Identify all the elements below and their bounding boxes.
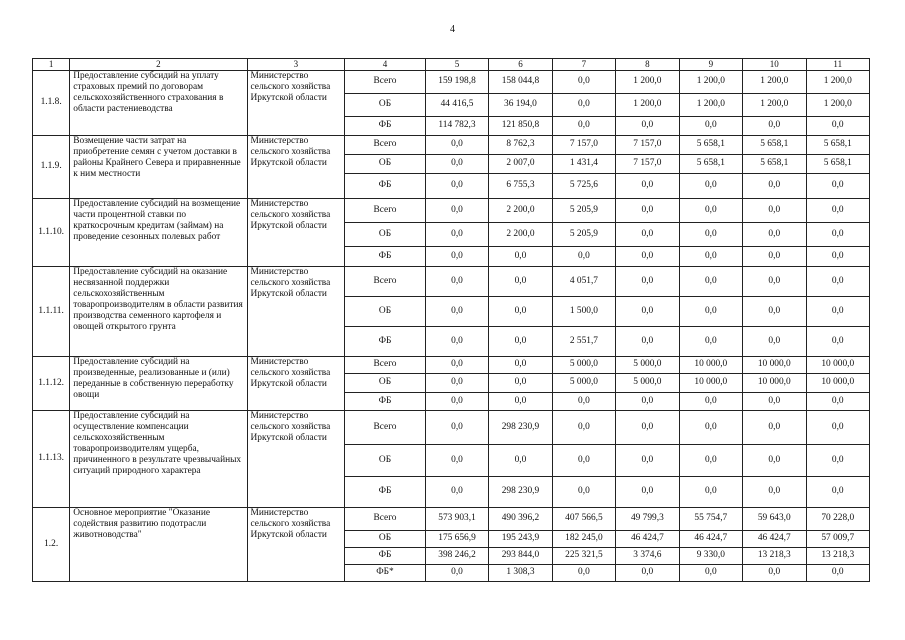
col-header: 11 xyxy=(806,59,870,71)
value-cell: 4 051,7 xyxy=(552,266,615,296)
value-cell: 0,0 xyxy=(552,70,615,93)
value-cell: 10 000,0 xyxy=(679,356,742,373)
funding-source: ОБ xyxy=(345,373,426,392)
funding-source: ФБ xyxy=(345,116,426,135)
value-cell: 0,0 xyxy=(489,356,552,373)
value-cell: 0,0 xyxy=(743,198,806,222)
value-cell: 5 658,1 xyxy=(679,154,742,173)
col-header: 4 xyxy=(345,59,426,71)
value-cell: 0,0 xyxy=(806,476,870,507)
value-cell: 0,0 xyxy=(616,116,679,135)
value-cell: 0,0 xyxy=(743,266,806,296)
value-cell: 10 000,0 xyxy=(679,373,742,392)
value-cell: 0,0 xyxy=(425,135,488,154)
value-cell: 0,0 xyxy=(743,116,806,135)
funding-source: ФБ* xyxy=(345,564,426,581)
value-cell: 182 245,0 xyxy=(552,530,615,547)
value-cell: 0,0 xyxy=(679,198,742,222)
value-cell: 0,0 xyxy=(552,444,615,476)
responsible-executor: Министерство сельского хозяйства Иркутской области xyxy=(247,410,345,507)
value-cell: 407 566,5 xyxy=(552,507,615,530)
value-cell: 0,0 xyxy=(425,198,488,222)
value-cell: 49 799,3 xyxy=(616,507,679,530)
responsible-executor: Министерство сельского хозяйства Иркутской области xyxy=(247,356,345,410)
value-cell: 5 658,1 xyxy=(806,154,870,173)
value-cell: 0,0 xyxy=(616,410,679,444)
value-cell: 298 230,9 xyxy=(489,476,552,507)
item-number: 1.1.9. xyxy=(33,135,70,198)
item-number: 1.1.13. xyxy=(33,410,70,507)
value-cell: 0,0 xyxy=(489,296,552,326)
value-cell: 6 755,3 xyxy=(489,173,552,198)
value-cell: 573 903,1 xyxy=(425,507,488,530)
responsible-executor: Министерство сельского хозяйства Иркутской области xyxy=(247,266,345,356)
value-cell: 0,0 xyxy=(616,444,679,476)
col-header: 1 xyxy=(33,59,70,71)
value-cell: 293 844,0 xyxy=(489,547,552,564)
value-cell: 121 850,8 xyxy=(489,116,552,135)
item-description: Возмещение части затрат на приобретение семян с учетом доставки в районы Крайнего Севера и приравненные к ним местности xyxy=(70,135,247,198)
value-cell: 59 643,0 xyxy=(743,507,806,530)
value-cell: 0,0 xyxy=(679,173,742,198)
value-cell: 0,0 xyxy=(489,246,552,266)
value-cell: 0,0 xyxy=(679,444,742,476)
funding-source: ФБ xyxy=(345,547,426,564)
item-description: Предоставление субсидий на осуществление компенсации сельскохозяйственным товаропроизводителям ущерба, причиненного в результате чрезвычайных ситуаций природного характера xyxy=(70,410,247,507)
value-cell: 0,0 xyxy=(425,410,488,444)
value-cell: 46 424,7 xyxy=(679,530,742,547)
value-cell: 1 431,4 xyxy=(552,154,615,173)
value-cell: 1 500,0 xyxy=(552,296,615,326)
value-cell: 13 218,3 xyxy=(743,547,806,564)
item-description: Предоставление субсидий на возмещение части процентной ставки по краткосрочным кредитам (займам) на проведение сезонных полевых работ xyxy=(70,198,247,266)
value-cell: 1 200,0 xyxy=(806,93,870,116)
item-number: 1.1.10. xyxy=(33,198,70,266)
header-row xyxy=(33,59,870,71)
value-cell: 159 198,8 xyxy=(425,70,488,93)
responsible-executor: Министерство сельского хозяйства Иркутской области xyxy=(247,135,345,198)
item-description: Предоставление субсидий на оказание несвязанной поддержки сельскохозяйственным товаропроизводителям в области развития производства семенного картофеля и овощей открытого грунта xyxy=(70,266,247,356)
funding-source: ОБ xyxy=(345,222,426,246)
col-header: 6 xyxy=(489,59,552,71)
value-cell: 0,0 xyxy=(489,392,552,410)
value-cell: 0,0 xyxy=(679,116,742,135)
value-cell: 0,0 xyxy=(616,296,679,326)
page-number: 4 xyxy=(450,24,455,35)
value-cell: 0,0 xyxy=(425,154,488,173)
value-cell: 0,0 xyxy=(743,246,806,266)
item-number: 1.2. xyxy=(33,507,70,581)
value-cell: 3 374,6 xyxy=(616,547,679,564)
value-cell: 0,0 xyxy=(806,444,870,476)
value-cell: 0,0 xyxy=(743,410,806,444)
value-cell: 0,0 xyxy=(552,116,615,135)
value-cell: 5 000,0 xyxy=(616,373,679,392)
value-cell: 0,0 xyxy=(425,564,488,581)
col-header: 2 xyxy=(70,59,247,71)
value-cell: 398 246,2 xyxy=(425,547,488,564)
value-cell: 0,0 xyxy=(806,173,870,198)
col-header: 3 xyxy=(247,59,345,71)
value-cell: 225 321,5 xyxy=(552,547,615,564)
value-cell: 0,0 xyxy=(489,444,552,476)
value-cell: 0,0 xyxy=(616,266,679,296)
value-cell: 0,0 xyxy=(679,326,742,356)
value-cell: 490 396,2 xyxy=(489,507,552,530)
value-cell: 0,0 xyxy=(616,392,679,410)
value-cell: 0,0 xyxy=(743,392,806,410)
value-cell: 1 200,0 xyxy=(679,70,742,93)
value-cell: 5 000,0 xyxy=(552,356,615,373)
value-cell: 1 200,0 xyxy=(806,70,870,93)
value-cell: 0,0 xyxy=(425,476,488,507)
value-cell: 0,0 xyxy=(425,444,488,476)
value-cell: 46 424,7 xyxy=(616,530,679,547)
responsible-executor: Министерство сельского хозяйства Иркутской области xyxy=(247,507,345,581)
value-cell: 0,0 xyxy=(425,392,488,410)
col-header: 10 xyxy=(743,59,806,71)
table-row xyxy=(33,198,870,222)
value-cell: 9 330,0 xyxy=(679,547,742,564)
value-cell: 36 194,0 xyxy=(489,93,552,116)
col-header: 7 xyxy=(552,59,615,71)
value-cell: 7 157,0 xyxy=(616,135,679,154)
value-cell: 0,0 xyxy=(806,564,870,581)
value-cell: 5 205,9 xyxy=(552,222,615,246)
value-cell: 0,0 xyxy=(743,326,806,356)
value-cell: 0,0 xyxy=(806,410,870,444)
funding-source: Всего xyxy=(345,356,426,373)
col-header: 5 xyxy=(425,59,488,71)
value-cell: 0,0 xyxy=(425,296,488,326)
value-cell: 5 205,9 xyxy=(552,198,615,222)
value-cell: 0,0 xyxy=(679,246,742,266)
value-cell: 0,0 xyxy=(552,476,615,507)
value-cell: 0,0 xyxy=(552,410,615,444)
value-cell: 8 762,3 xyxy=(489,135,552,154)
item-number: 1.1.11. xyxy=(33,266,70,356)
value-cell: 5 658,1 xyxy=(679,135,742,154)
funding-source: ОБ xyxy=(345,93,426,116)
funding-source: ФБ xyxy=(345,392,426,410)
value-cell: 0,0 xyxy=(616,222,679,246)
value-cell: 0,0 xyxy=(425,326,488,356)
value-cell: 5 658,1 xyxy=(743,154,806,173)
value-cell: 7 157,0 xyxy=(616,154,679,173)
value-cell: 5 000,0 xyxy=(616,356,679,373)
value-cell: 10 000,0 xyxy=(743,373,806,392)
value-cell: 114 782,3 xyxy=(425,116,488,135)
value-cell: 0,0 xyxy=(425,356,488,373)
value-cell: 0,0 xyxy=(679,222,742,246)
responsible-executor: Министерство сельского хозяйства Иркутской области xyxy=(247,198,345,266)
value-cell: 10 000,0 xyxy=(806,373,870,392)
funding-source: ФБ xyxy=(345,326,426,356)
funding-source: ФБ xyxy=(345,246,426,266)
value-cell: 0,0 xyxy=(679,392,742,410)
value-cell: 0,0 xyxy=(806,222,870,246)
table-row xyxy=(33,410,870,444)
value-cell: 7 157,0 xyxy=(552,135,615,154)
value-cell: 1 200,0 xyxy=(616,93,679,116)
value-cell: 2 551,7 xyxy=(552,326,615,356)
funding-source: Всего xyxy=(345,198,426,222)
funding-source: ОБ xyxy=(345,154,426,173)
budget-table xyxy=(32,58,870,582)
value-cell: 1 200,0 xyxy=(679,93,742,116)
value-cell: 0,0 xyxy=(743,296,806,326)
value-cell: 0,0 xyxy=(806,296,870,326)
value-cell: 0,0 xyxy=(425,266,488,296)
value-cell: 0,0 xyxy=(489,373,552,392)
value-cell: 0,0 xyxy=(743,564,806,581)
funding-source: Всего xyxy=(345,410,426,444)
item-description: Предоставление субсидий на произведенные, реализованные и (или) переданные в собственную переработку овощи xyxy=(70,356,247,410)
table-row xyxy=(33,356,870,373)
funding-source: ОБ xyxy=(345,530,426,547)
value-cell: 0,0 xyxy=(489,326,552,356)
value-cell: 1 308,3 xyxy=(489,564,552,581)
value-cell: 0,0 xyxy=(743,476,806,507)
value-cell: 0,0 xyxy=(552,564,615,581)
table-row xyxy=(33,507,870,530)
value-cell: 5 725,6 xyxy=(552,173,615,198)
funding-source: ФБ xyxy=(345,173,426,198)
value-cell: 13 218,3 xyxy=(806,547,870,564)
value-cell: 0,0 xyxy=(679,410,742,444)
value-cell: 0,0 xyxy=(616,326,679,356)
funding-source: Всего xyxy=(345,266,426,296)
value-cell: 0,0 xyxy=(743,444,806,476)
funding-source: Всего xyxy=(345,507,426,530)
value-cell: 0,0 xyxy=(806,266,870,296)
value-cell: 55 754,7 xyxy=(679,507,742,530)
col-header: 8 xyxy=(616,59,679,71)
value-cell: 1 200,0 xyxy=(743,93,806,116)
value-cell: 0,0 xyxy=(425,373,488,392)
value-cell: 0,0 xyxy=(425,173,488,198)
value-cell: 0,0 xyxy=(616,246,679,266)
table-row xyxy=(33,266,870,296)
value-cell: 70 228,0 xyxy=(806,507,870,530)
funding-source: Всего xyxy=(345,135,426,154)
funding-source: Всего xyxy=(345,70,426,93)
item-number: 1.1.12. xyxy=(33,356,70,410)
value-cell: 0,0 xyxy=(679,476,742,507)
responsible-executor: Министерство сельского хозяйства Иркутской области xyxy=(247,70,345,135)
value-cell: 0,0 xyxy=(552,246,615,266)
item-description: Основное мероприятие "Оказание содействия развитию подотрасли животноводства" xyxy=(70,507,247,581)
value-cell: 5 658,1 xyxy=(743,135,806,154)
value-cell: 0,0 xyxy=(552,392,615,410)
value-cell: 0,0 xyxy=(806,392,870,410)
funding-source: ОБ xyxy=(345,444,426,476)
value-cell: 0,0 xyxy=(616,173,679,198)
value-cell: 0,0 xyxy=(679,564,742,581)
value-cell: 0,0 xyxy=(425,222,488,246)
value-cell: 2 007,0 xyxy=(489,154,552,173)
value-cell: 0,0 xyxy=(489,266,552,296)
table-row xyxy=(33,70,870,93)
item-number: 1.1.8. xyxy=(33,70,70,135)
value-cell: 57 009,7 xyxy=(806,530,870,547)
value-cell: 0,0 xyxy=(806,326,870,356)
value-cell: 0,0 xyxy=(616,198,679,222)
value-cell: 0,0 xyxy=(806,246,870,266)
funding-source: ФБ xyxy=(345,476,426,507)
value-cell: 0,0 xyxy=(806,116,870,135)
value-cell: 0,0 xyxy=(679,266,742,296)
value-cell: 2 200,0 xyxy=(489,222,552,246)
value-cell: 1 200,0 xyxy=(616,70,679,93)
item-description: Предоставление субсидий на уплату страховых премий по договорам сельскохозяйственного страхования в области растениеводства xyxy=(70,70,247,135)
value-cell: 0,0 xyxy=(552,93,615,116)
value-cell: 10 000,0 xyxy=(806,356,870,373)
col-header: 9 xyxy=(679,59,742,71)
value-cell: 10 000,0 xyxy=(743,356,806,373)
value-cell: 175 656,9 xyxy=(425,530,488,547)
value-cell: 46 424,7 xyxy=(743,530,806,547)
value-cell: 298 230,9 xyxy=(489,410,552,444)
value-cell: 5 658,1 xyxy=(806,135,870,154)
value-cell: 0,0 xyxy=(616,476,679,507)
value-cell: 44 416,5 xyxy=(425,93,488,116)
value-cell: 0,0 xyxy=(806,198,870,222)
value-cell: 195 243,9 xyxy=(489,530,552,547)
funding-source: ОБ xyxy=(345,296,426,326)
value-cell: 0,0 xyxy=(616,564,679,581)
value-cell: 0,0 xyxy=(743,173,806,198)
value-cell: 0,0 xyxy=(679,296,742,326)
value-cell: 158 044,8 xyxy=(489,70,552,93)
value-cell: 0,0 xyxy=(425,246,488,266)
value-cell: 2 200,0 xyxy=(489,198,552,222)
value-cell: 1 200,0 xyxy=(743,70,806,93)
value-cell: 0,0 xyxy=(743,222,806,246)
value-cell: 5 000,0 xyxy=(552,373,615,392)
table-row xyxy=(33,135,870,154)
